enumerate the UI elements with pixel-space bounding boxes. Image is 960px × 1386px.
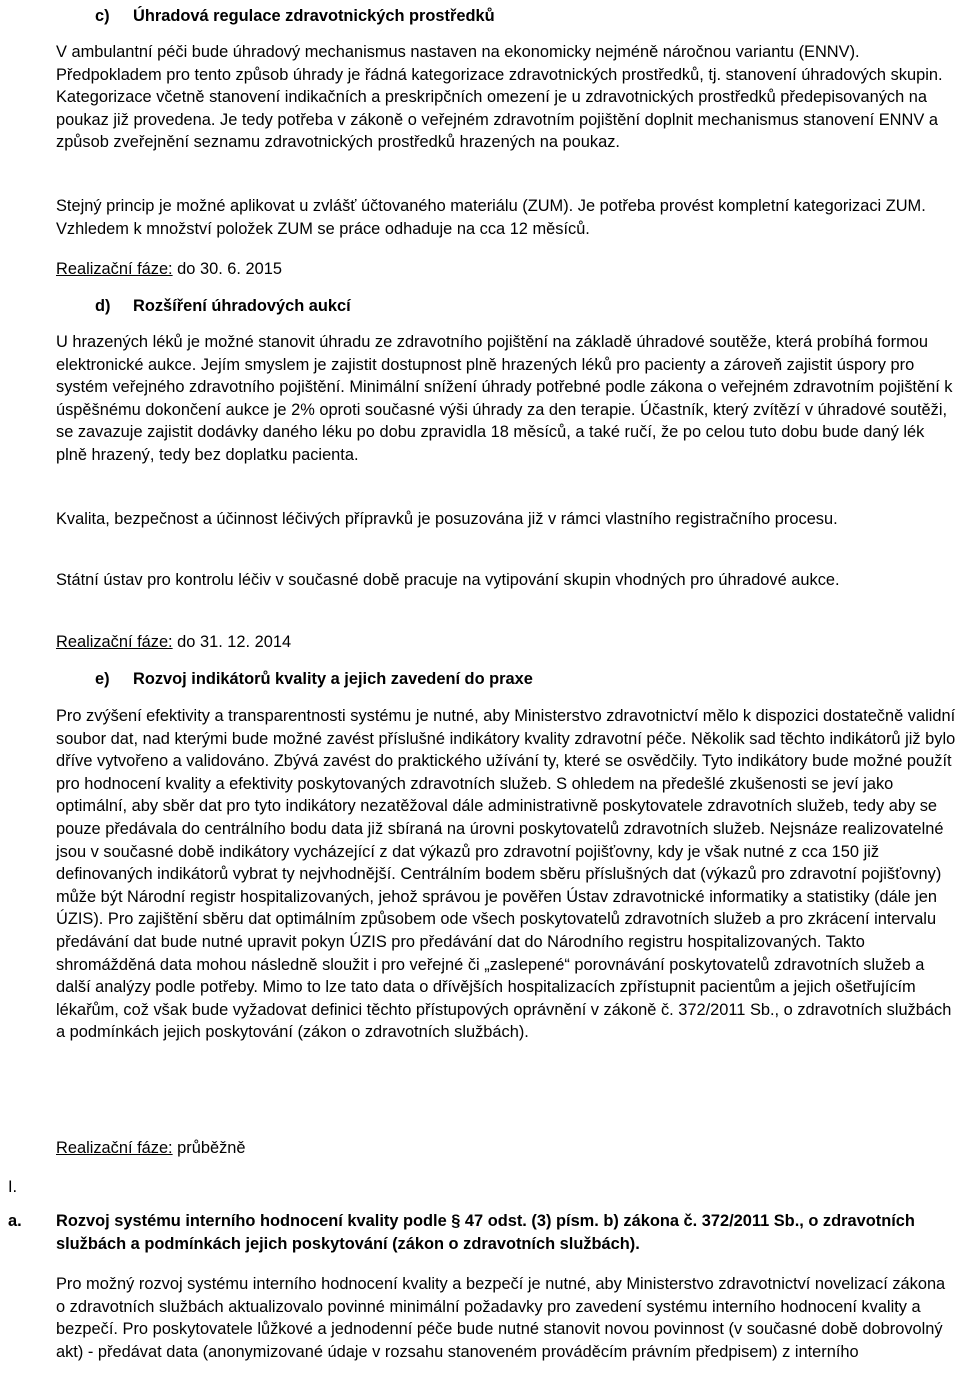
realization-label: Realizační fáze: [56, 633, 173, 651]
roman-list-marker: I. [8, 1178, 18, 1196]
section-e-heading [95, 668, 533, 690]
section-e-title: Rozvoj indikátorů kvality a jejich zavedení do praxe [133, 670, 533, 688]
section-d-label: d) [95, 297, 111, 315]
section-e-realization [56, 1137, 246, 1159]
section-c-paragraph-2: Stejný princip je možné aplikovat u zvlášť účtovaného materiálu (ZUM). Je potřeba provést kompletní kategorizaci ZUM. Vzhledem k množství položek ZUM se práce odhaduje na cca 12 měsíců. [56, 197, 926, 238]
section-c-title: Úhradová regulace zdravotnických prostředků [133, 7, 495, 25]
section-d-paragraph-2: Kvalita, bezpečnost a účinnost léčivých přípravků je posuzována již v rámci vlastního registračního procesu. [56, 510, 838, 528]
section-d-paragraph-1: U hrazených léků je možné stanovit úhradu ze zdravotního pojištění na základě úhradové soutěže, která probíhá formou elektronické aukce. Jejím smyslem je zajistit dostupnost plně hrazených léků pro pacienty a zároveň zajistit úspory pro systém veřejného zdravotního pojištění. Minimální snížení úhrady potřebné podle zákona o veřejném zdravotním pojištění k úspěšnému dokončení aukce je 2% oproti současné výši úhrady za den terapie. Účastník, který zvítězí v úhradové soutěži, se zavazuje zajistit dodávky daného léku po dobu zpravidla 18 měsíců, a také ručí, že po celou tuto dobu bude daný lék plně hrazený, tedy bez doplatku pacienta. [56, 333, 953, 464]
section-a-heading [8, 1210, 958, 1255]
realization-label: Realizační fáze: [56, 1139, 173, 1157]
section-d-title: Rozšíření úhradových aukcí [133, 297, 351, 315]
realization-value: do 31. 12. 2014 [172, 633, 292, 651]
section-c-label: c) [95, 7, 110, 25]
section-d-paragraph-3: Státní ústav pro kontrolu léčiv v současné době pracuje na vytipování skupin vhodných pro úhradové aukce. [56, 571, 840, 589]
section-c-heading [95, 5, 495, 27]
realization-value: do 30. 6. 2015 [172, 260, 282, 278]
realization-value: průběžně [172, 1139, 246, 1157]
section-c-paragraph-1: V ambulantní péči bude úhradový mechanismus nastaven na ekonomicky nejméně náročnou variantu (ENNV). Předpokladem pro tento způsob úhrady je řádná kategorizace zdravotnických prostředků, tj. stanovení úhradových skupin. Kategorizace včetně stanovení indikačních a preskripčních omezení je u zdravotnických prostředků předepisovaných na poukaz již provedena. Je tedy potřeba v zákoně o veřejném zdravotním pojištění doplnit mechanismus stanovení ENNV a způsob zveřejnění seznamu zdravotnických prostředků hrazených na poukaz. [56, 43, 943, 152]
section-d-realization [56, 631, 291, 653]
section-e-paragraph-1: Pro zvýšení efektivity a transparentnosti systému je nutné, aby Ministerstvo zdravotnictví mělo k dispozici dostatečně validní soubor dat, nad kterými bude možné zavést příslušné indikátory kvality zdravotní péče. Několik sad těchto indikátorů již bylo dříve vytvořeno a validováno. Zbývá zavést do praktického užívání ty, které se osvědčily. Tyto indikátory bude možné použít pro hodnocení kvality a efektivity poskytovaných zdravotních služeb. S ohledem na předešlé zkušenosti se jeví jako optimální, aby sběr dat pro tyto indikátory nezatěžoval dále administrativně poskytovatele zdravotních služeb, tedy aby se pouze předávala do centrálního bodu data již sbíraná na úrovni poskytovatelů zdravotních služeb. Nejsnáze realizovatelné jsou v současné době indikátory vycházející z dat výkazů pro zdravotní pojišťovny, kdy je však nutné z cca 150 již definovaných indikátorů vybrat ty nejvhodnější. Centrálním bodem sběru příslušných dat (výkazů pro zdravotní pojišťovny) může být Národní registr hospitalizovaných, jehož správou je pověřen Ústav zdravotnické informatiky a statistiky (dále jen ÚZIS). Pro zajištění sběru dat optimálním způsobem ode všech poskytovatelů zdravotních služeb a pro zkrácení intervalu předávání dat bude nutné upravit pokyn ÚZIS pro předávání dat do Národního registru hospitalizovaných. Takto shromážděná data mohou následně sloužit i pro veřejné či „zaslepené“ porovnávání poskytovatelů zdravotních služeb a další analýzy podle potřeby. Mimo to lze tato data o dřívějších hospitalizacích zpřístupnit pacientům a jejich ošetřujícím lékařům, což však bude vyžadovat definici těchto přístupových oprávnění v zákoně č. 372/2011 Sb., o zdravotních službách a podmínkách jejich poskytování (zákon o zdravotních službách). [56, 707, 956, 1042]
section-a-title: Rozvoj systému interního hodnocení kvality podle § 47 odst. (3) písm. b) zákona č. 372/2011 Sb., o zdravotních službách a podmínkách jejich poskytování (zákon o zdravotních službách). [56, 1212, 915, 1253]
realization-label: Realizační fáze: [56, 260, 173, 278]
section-d-heading [95, 295, 351, 317]
section-a-paragraph-1: Pro možný rozvoj systému interního hodnocení kvality a bezpečí je nutné, aby Ministerstvo zdravotnictví novelizací zákona o zdravotních službách aktualizovalo povinné minimální požadavky pro zavedení systému interního hodnocení kvality a bezpečí. Pro poskytovatele lůžkové a jednodenní péče bude nutné stanovit novou povinnost (v současné době dobrovolný akt) - předávat data (anonymizované údaje v rozsahu stanoveném prováděcím právním předpisem) z interního [56, 1275, 946, 1361]
section-e-label: e) [95, 670, 110, 688]
section-a-label: a. [8, 1212, 22, 1230]
section-c-realization [56, 258, 282, 280]
